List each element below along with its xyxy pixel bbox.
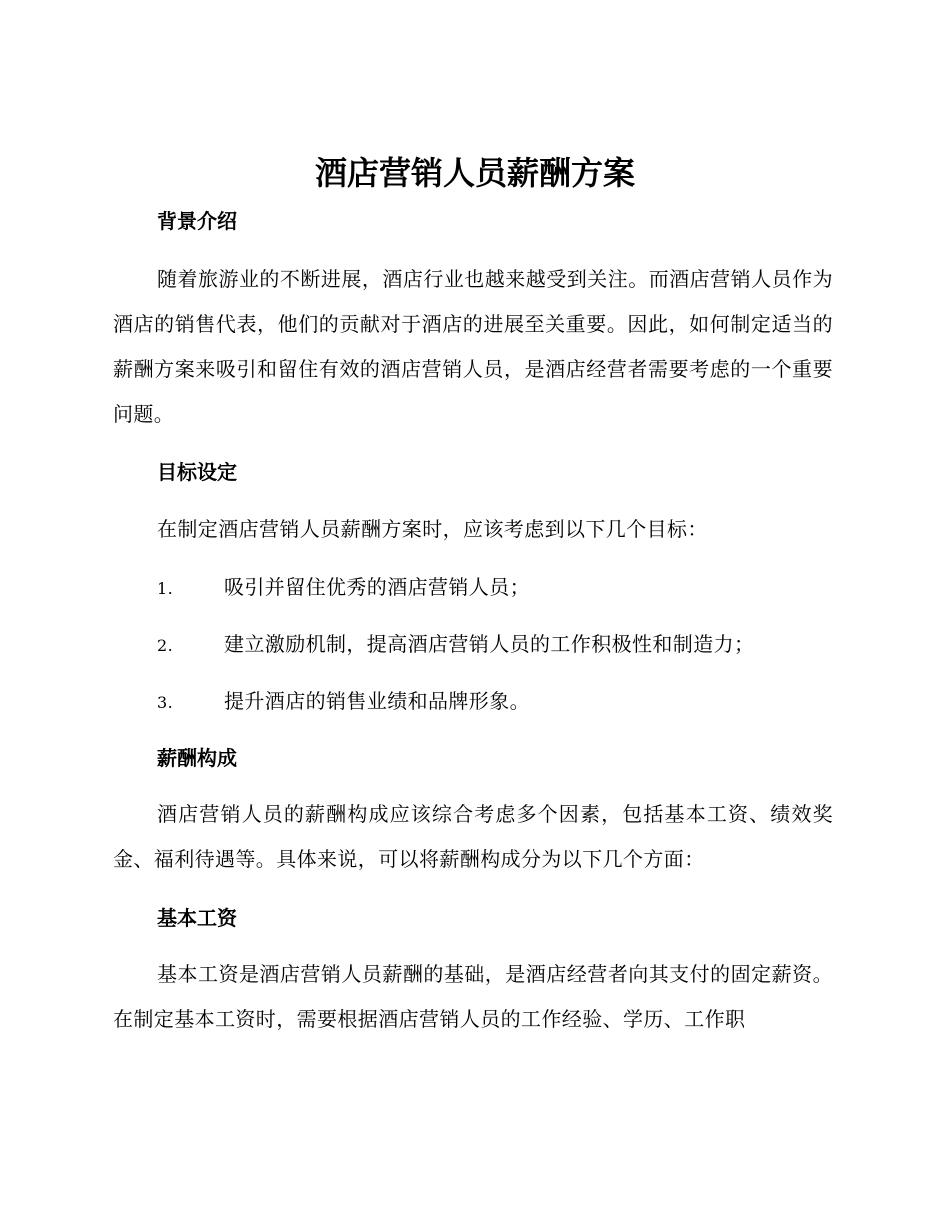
structure-paragraph: 酒店营销人员的薪酬构成应该综合考虑多个因素，包括基本工资、绩效奖金、福利待遇等。具体来说，可以将薪酬构成分为以下几个方面： xyxy=(113,802,833,871)
section-heading-background: 背景介绍 xyxy=(157,209,237,233)
list-item-number: 2. xyxy=(157,636,174,655)
base-salary-paragraph: 基本工资是酒店营销人员薪酬的基础，是酒店经营者向其支付的固定薪资。在制定基本工资时，需要根据酒店营销人员的工作经验、学历、工作职 xyxy=(113,962,833,1031)
list-item-text: 提升酒店的销售业绩和品牌形象。 xyxy=(224,689,530,713)
background-paragraph: 随着旅游业的不断进展，酒店行业也越来越受到关注。而酒店营销人员作为酒店的销售代表，他们的贡献对于酒店的进展至关重要。因此，如何制定适当的薪酬方案来吸引和留住有效的酒店营销人员，是酒店经营者需要考虑的一个重要问题。 xyxy=(113,267,833,426)
goals-intro: 在制定酒店营销人员薪酬方案时，应该考虑到以下几个目标： xyxy=(157,517,708,541)
list-item-number: 1. xyxy=(157,579,174,598)
section-heading-structure: 薪酬构成 xyxy=(157,746,237,770)
list-item-text: 吸引并留住优秀的酒店营销人员； xyxy=(224,575,530,599)
list-item-number: 3. xyxy=(157,693,174,712)
section-heading-base-salary: 基本工资 xyxy=(157,906,237,930)
list-item-text: 建立激励机制，提高酒店营销人员的工作积极性和制造力； xyxy=(224,632,755,656)
section-heading-goals: 目标设定 xyxy=(157,460,237,484)
document-title: 酒店营销人员薪酬方案 xyxy=(314,154,635,192)
